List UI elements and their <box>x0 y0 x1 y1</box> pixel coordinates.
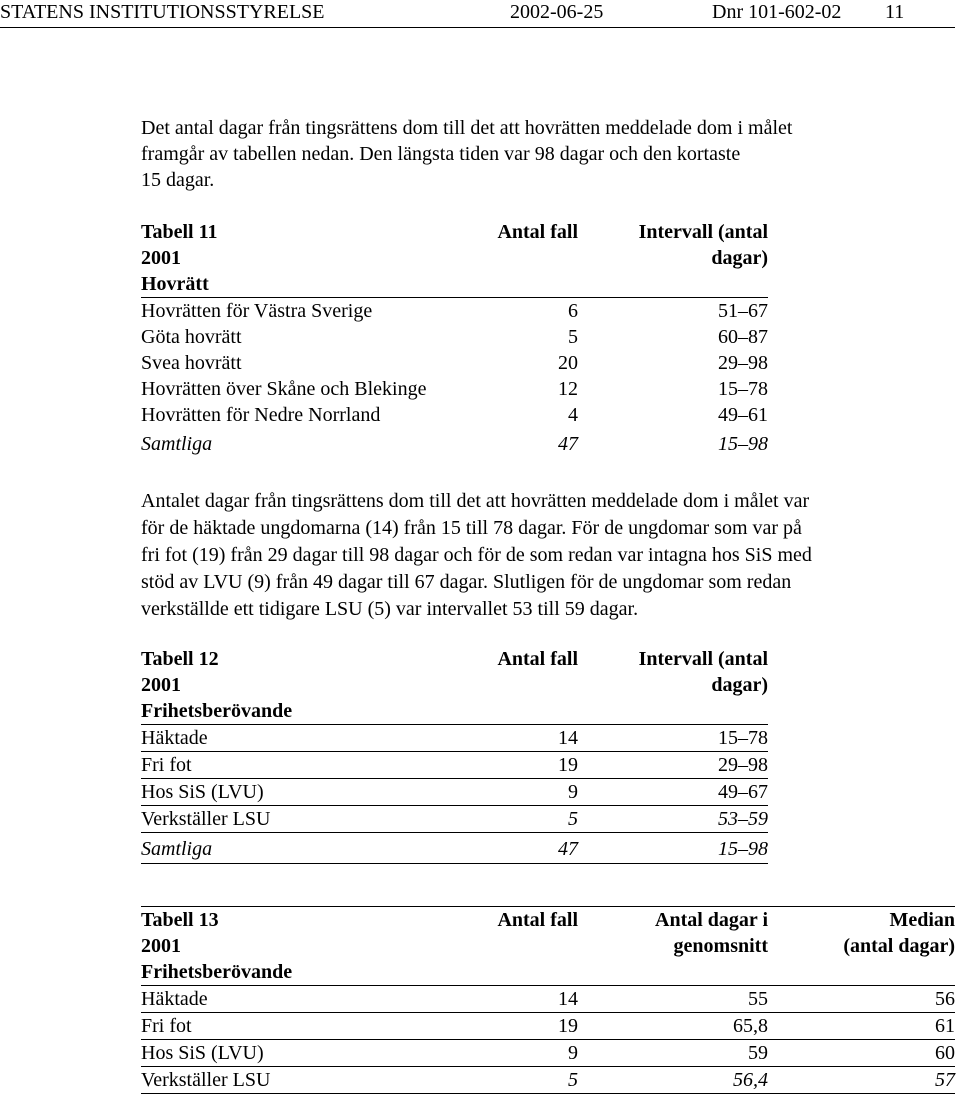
table-title: Tabell 12 <box>141 648 219 670</box>
table-title: Tabell 13 <box>141 909 219 931</box>
row-antal-fall: 5 <box>568 808 578 830</box>
table-13 <box>141 906 955 1094</box>
total-intervall: 15–98 <box>718 838 768 860</box>
row-intervall: 29–98 <box>718 754 768 776</box>
table-header-row <box>141 672 768 698</box>
header-date: 2002-06-25 <box>510 1 604 23</box>
table-row <box>141 402 768 428</box>
table-row <box>141 350 768 376</box>
row-label: Hovrätten över Skåne och Blekinge <box>141 378 427 400</box>
body-paragraph <box>141 488 921 623</box>
table-year: 2001 <box>141 247 181 269</box>
row-antal-fall: 9 <box>568 1042 578 1064</box>
row-genomsnitt: 56,4 <box>733 1069 768 1091</box>
page-header <box>0 0 955 24</box>
row-label: Verkställer LSU <box>141 1069 271 1091</box>
row-intervall: 60–87 <box>718 326 768 348</box>
row-label: Hos SiS (LVU) <box>141 781 264 803</box>
row-label: Fri fot <box>141 754 192 776</box>
table-row <box>141 725 768 752</box>
table-group-label: Hovrätt <box>141 273 209 295</box>
row-antal-fall: 19 <box>558 754 578 776</box>
row-intervall: 53–59 <box>718 808 768 830</box>
table-row <box>141 806 768 833</box>
total-antal-fall: 47 <box>558 838 578 860</box>
row-label: Verkställer LSU <box>141 808 271 830</box>
table-row <box>141 298 768 324</box>
table-group-label: Frihetsberövande <box>141 700 293 722</box>
table-row <box>141 324 768 350</box>
table-row <box>141 1040 955 1067</box>
row-antal-fall: 9 <box>568 781 578 803</box>
row-genomsnitt: 59 <box>748 1042 768 1064</box>
table-header-row <box>141 245 768 271</box>
table-row <box>141 376 768 402</box>
row-antal-fall: 14 <box>558 988 578 1010</box>
row-antal-fall: 12 <box>558 378 578 400</box>
header-dnr: Dnr 101-602-02 <box>712 1 842 23</box>
row-label: Häktade <box>141 727 208 749</box>
row-intervall: 49–67 <box>718 781 768 803</box>
row-median: 57 <box>935 1069 955 1091</box>
col-header-antal-fall: Antal fall <box>497 648 578 670</box>
intro-line: Det antal dagar från tingsrättens dom till det att hovrätten meddelade dom i målet <box>141 117 793 139</box>
table-year: 2001 <box>141 674 181 696</box>
col-header-genomsnitt-unit: genomsnitt <box>673 935 768 957</box>
total-label: Samtliga <box>141 838 213 860</box>
row-median: 56 <box>935 988 955 1010</box>
table-header-row <box>141 907 955 933</box>
header-rule <box>0 27 955 28</box>
row-intervall: 15–78 <box>718 727 768 749</box>
row-intervall: 49–61 <box>718 404 768 426</box>
row-label: Häktade <box>141 988 208 1010</box>
intro-line: framgår av tabellen nedan. Den längsta tiden var 98 dagar och den kortaste <box>141 143 741 165</box>
table-title: Tabell 11 <box>141 221 218 243</box>
col-header-median-unit: (antal dagar) <box>843 935 955 957</box>
table-group-label: Frihetsberövande <box>141 961 293 983</box>
header-page-number: 11 <box>885 1 905 23</box>
intro-line: 15 dagar. <box>141 169 215 191</box>
table-group-row <box>141 271 768 298</box>
body-line: för de häktade ungdomarna (14) från 15 till 78 dagar. För de ungdomar som var på <box>141 517 802 539</box>
table-total-row <box>141 833 768 864</box>
header-org: STATENS INSTITUTIONSSTYRELSE <box>0 1 325 23</box>
table-total-row <box>141 428 768 458</box>
row-label: Hovrätten för Västra Sverige <box>141 300 373 322</box>
table-year: 2001 <box>141 935 181 957</box>
row-antal-fall: 19 <box>558 1015 578 1037</box>
row-intervall: 15–78 <box>718 378 768 400</box>
row-median: 61 <box>935 1015 955 1037</box>
col-header-intervall: Intervall (antal <box>638 648 768 670</box>
total-label: Samtliga <box>141 433 213 455</box>
table-row <box>141 986 955 1013</box>
table-row <box>141 779 768 806</box>
body-line: verkställde ett tidigare LSU (5) var intervallet 53 till 59 dagar. <box>141 598 639 620</box>
row-antal-fall: 5 <box>568 326 578 348</box>
table-row <box>141 1067 955 1094</box>
row-antal-fall: 20 <box>558 352 578 374</box>
row-antal-fall: 5 <box>568 1069 578 1091</box>
table-row <box>141 752 768 779</box>
col-header-antal-fall: Antal fall <box>497 221 578 243</box>
row-antal-fall: 6 <box>568 300 578 322</box>
row-antal-fall: 4 <box>568 404 578 426</box>
body-line: Antalet dagar från tingsrättens dom till det att hovrätten meddelade dom i målet var <box>141 490 810 512</box>
total-antal-fall: 47 <box>558 433 578 455</box>
row-genomsnitt: 65,8 <box>733 1015 768 1037</box>
total-intervall: 15–98 <box>718 433 768 455</box>
body-line: stöd av LVU (9) från 49 dagar till 67 dagar. Slutligen för de ungdomar som redan <box>141 571 792 593</box>
col-header-genomsnitt: Antal dagar i <box>655 909 768 931</box>
row-intervall: 51–67 <box>718 300 768 322</box>
table-header-row <box>141 219 768 245</box>
table-11 <box>141 219 768 458</box>
row-label: Hovrätten för Nedre Norrland <box>141 404 381 426</box>
row-label: Fri fot <box>141 1015 192 1037</box>
col-header-intervall-unit: dagar) <box>711 247 768 269</box>
table-header-row <box>141 933 955 959</box>
row-median: 60 <box>935 1042 955 1064</box>
row-label: Svea hovrätt <box>141 352 242 374</box>
table-12 <box>141 646 768 864</box>
table-row <box>141 1013 955 1040</box>
row-genomsnitt: 55 <box>748 988 768 1010</box>
col-header-antal-fall: Antal fall <box>497 909 578 931</box>
row-label: Hos SiS (LVU) <box>141 1042 264 1064</box>
table-group-row <box>141 698 768 725</box>
intro-paragraph <box>141 115 921 193</box>
col-header-median: Median <box>889 909 955 931</box>
col-header-intervall-unit: dagar) <box>711 674 768 696</box>
col-header-intervall: Intervall (antal <box>638 221 768 243</box>
row-label: Göta hovrätt <box>141 326 242 348</box>
table-header-row <box>141 646 768 672</box>
row-intervall: 29–98 <box>718 352 768 374</box>
body-line: fri fot (19) från 29 dagar till 98 dagar och för de som redan var intagna hos SiS med <box>141 544 812 566</box>
row-antal-fall: 14 <box>558 727 578 749</box>
table-group-row <box>141 959 955 986</box>
